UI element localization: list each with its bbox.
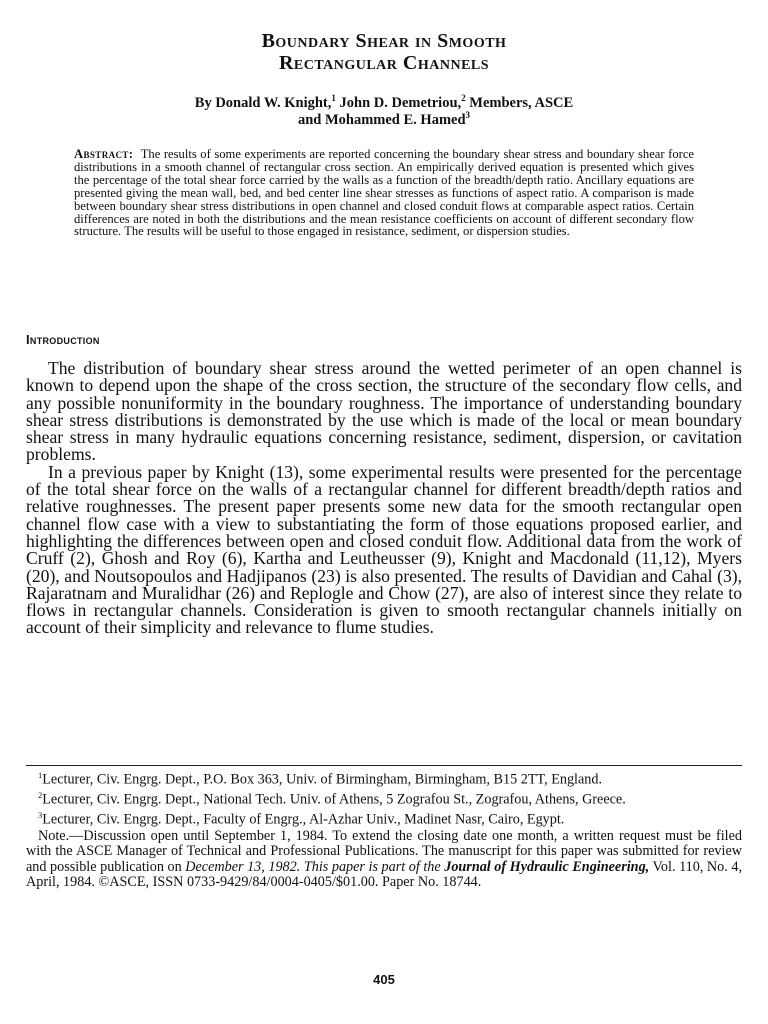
footnote-3-marker: 3 <box>38 810 43 821</box>
footnote-ref-1: 1 <box>331 93 336 103</box>
body-paragraph-1: The distribution of boundary shear stress around the wetted perimeter of an open channel is known to depend upon the shape of the cross section, the structure of the secondary flow cells, and any possible nonuniformity in the boundary roughness. The importance of understanding boundary shear stress distributions is demonstrated by the use which is made of the local or mean boundary shear stress in many hydraulic equations concerning resistance, sediment, dispersion, or cavitation problems. <box>26 358 742 465</box>
footnote-1-marker: 1 <box>38 770 43 780</box>
footnote-2-marker: 2 <box>38 790 43 801</box>
footnote-divider <box>26 765 742 766</box>
note-date: December 13, 1982. This paper is part of the <box>185 858 441 875</box>
footnote-1 <box>26 768 742 788</box>
paper-title-line-1: Boundary Shear in Smooth <box>261 30 507 52</box>
body-text <box>26 360 742 637</box>
footnote-3-text: Lecturer, Civ. Engrg. Dept., Faculty of Engrg., Al-Azhar Univ., Madinet Nasr, Cairo, Egypt. <box>42 812 565 829</box>
abstract-text: The results of some experiments are reported concerning the boundary shear stress and boundary shear force distributions in a smooth channel of rectangular cross section. An empirically derived equation is presented which gives the percentage of the total shear force carried by the walls as a function of the breadth/depth ratio. Ancillary equations are presented giving the mean wall, bed, and bed center line shear stresses as functions of aspect ratio. A comparison is made between boundary shear stress distributions in open channel and closed conduit flows at comparable aspect ratios. Certain differences are noted in both the distributions and the mean resistance coefficients on account of different secondary flow structure. The results will be useful to those engaged in resistance, sediment, or dispersion studies. <box>74 147 695 239</box>
author-line-2 <box>0 106 768 129</box>
discussion-note <box>26 829 742 891</box>
membership-note: Members, ASCE <box>465 94 574 111</box>
section-heading-introduction: Introduction <box>26 332 100 347</box>
footnote-2-text: Lecturer, Civ. Engrg. Dept., National Tech. Univ. of Athens, 5 Zografou St., Zografou, Athens, Greece. <box>42 791 626 808</box>
note-text-b: Vol. 110, No. 4, April, 1984. ©ASCE, ISSN 0733-9429/84/0004-0405/$01.00. Paper No. 18744. <box>26 858 743 891</box>
abstract-label: Abstract: <box>74 147 134 161</box>
body-paragraph-2: In a previous paper by Knight (13), some experimental results were presented for the percentage of the total shear force on the walls of a rectangular channel for different breadth/depth ratios and relative roughnesses. The present paper presents some new data for the smooth rectangular open channel flow case with a view to substantiating the form of those equations proposed earlier, and highlighting the differences between open and closed conduit flow. Additional data from the work of Cruff (2), Ghosh and Roy (6), Kartha and Leutheusser (9), Knight and Macdonald (11,12), Myers (20), and Noutsopoulos and Hadjipanos (23) is also presented. The results of Davidian and Cahal (3), Rajaratnam and Muralidhar (26) and Replogle and Chow (27), are also of interest since they relate to flows in rectangular channels. Consideration is given to smooth rectangular channels initially on account of their simplicity and relevance to flume studies. <box>26 461 742 638</box>
journal-name: Journal of Hydraulic Engineering, <box>444 858 650 875</box>
note-text-a: Note.—Discussion open until September 1, 1984. To extend the closing date one month, a written request must be filed with the ASCE Manager of Technical and Professional Publications. The manuscript for this paper was submitted for review and possible publication on <box>26 827 742 875</box>
page-number: 405 <box>373 972 395 987</box>
footnote-1-text: Lecturer, Civ. Engrg. Dept., P.O. Box 363, Univ. of Birmingham, Birmingham, B15 2TT, England. <box>42 771 603 788</box>
footnote-ref-3: 3 <box>465 110 471 120</box>
footnote-ref-2: 2 <box>461 93 466 103</box>
footnotes <box>26 768 742 891</box>
author-demetriou: John D. Demetriou, <box>335 94 462 111</box>
abstract <box>74 148 694 238</box>
paper-title-line-2: Rectangular Channels <box>278 52 490 74</box>
author-hamed: and Mohammed E. Hamed <box>297 111 466 128</box>
footnote-3 <box>26 808 742 828</box>
author-knight: By Donald W. Knight, <box>194 94 332 111</box>
footnote-2 <box>26 788 742 808</box>
